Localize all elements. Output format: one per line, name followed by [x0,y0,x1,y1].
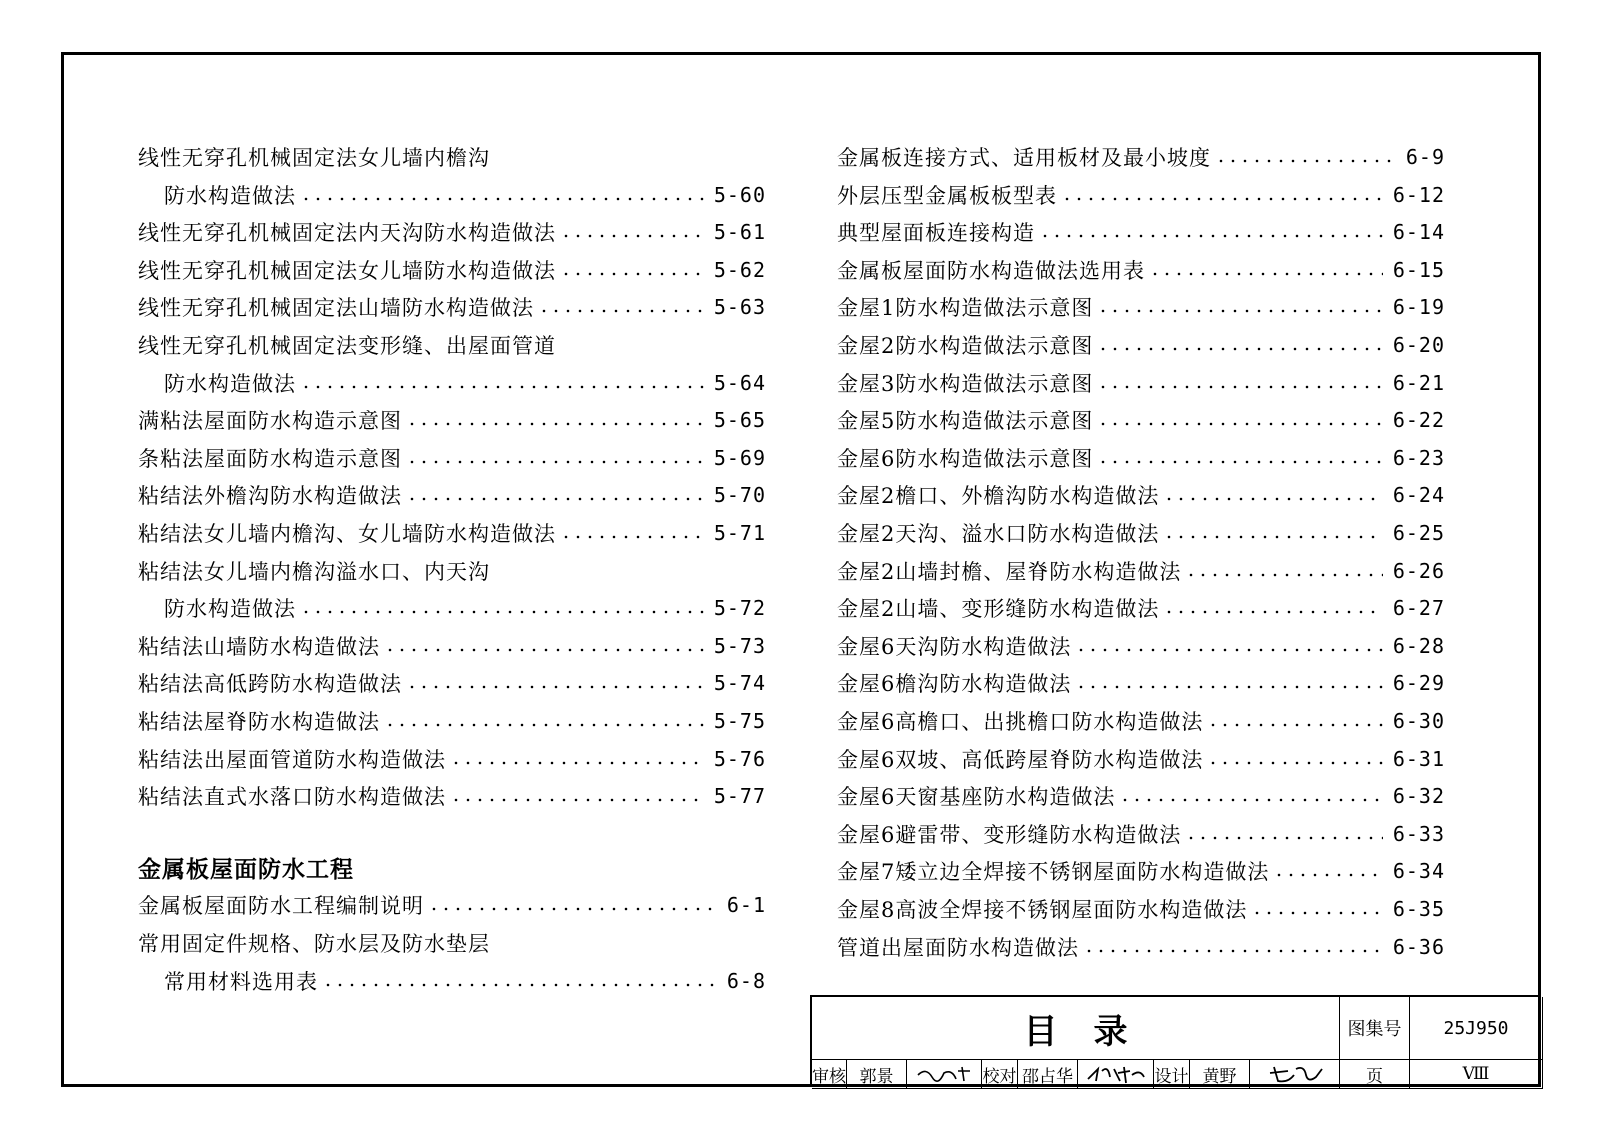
toc-entry [138,176,766,214]
dot-leader [560,234,704,238]
toc-entry-title: 常用材料选用表 [164,969,318,994]
toc-entry [138,251,766,289]
dot-leader [1097,460,1382,464]
toc-entry [138,924,766,962]
toc-entry-title: 常用固定件规格、防水层及防水垫层 [138,932,490,956]
toc-entry [138,514,766,552]
toc-entry-page: 5-75 [713,709,766,733]
toc-entry [138,439,766,477]
toc-entry [138,213,766,251]
toc-entry-page: 6-24 [1392,483,1445,508]
toc-entry [837,740,1445,778]
toc-entry-page: 6-26 [1392,558,1445,583]
toc-entry-title: 粘结法女儿墙内檐沟溢水口、内天沟 [138,559,490,584]
toc-entry-title: 粘结法屋脊防水构造做法 [138,710,380,734]
page-number: Ⅷ [1410,1060,1543,1089]
dot-leader [560,272,704,276]
dot-leader [384,648,704,652]
dot-leader [1119,798,1382,802]
toc-entry-page: 5-77 [713,784,766,809]
toc-entry-page: 5-64 [713,370,766,395]
toc-entry-title: 防水构造做法 [164,183,296,208]
toc-entry-title: 条粘法屋面防水构造示意图 [138,446,402,471]
toc-entry-page: 6-12 [1392,182,1445,207]
toc-entry-title: 金属板连接方式、适用板材及最小坡度 [837,146,1211,170]
dot-leader [1163,535,1382,539]
toc-entry-title: 粘结法出屋面管道防水构造做法 [138,747,446,772]
toc-entry-title: 金屋6天沟防水构造做法 [837,634,1072,659]
toc-entry-page: 5-73 [713,633,766,658]
check-label: 校对 [982,1060,1018,1089]
dot-leader [1097,422,1382,426]
toc-entry-title: 金属板屋面防水构造做法选用表 [837,258,1145,283]
toc-entry-page: 5-71 [713,521,766,545]
design-label: 设计 [1154,1060,1190,1089]
dot-leader [1083,949,1383,953]
toc-entry [837,213,1445,251]
dot-leader [384,723,704,727]
toc-entry-page: 6-34 [1392,859,1445,884]
toc-entry-title: 线性无穿孔机械固定法女儿墙防水构造做法 [138,258,556,283]
dot-leader [1273,873,1382,877]
toc-entry-page: 6-8 [726,968,766,993]
toc-entry-page: 6-19 [1392,295,1445,320]
toc-entry [837,401,1445,439]
toc-entry-title: 线性无穿孔机械固定法女儿墙内檐沟 [138,146,490,170]
toc-entry [837,627,1445,665]
toc-entry-title: 典型屋面板连接构造 [837,221,1035,246]
toc-entry-title: 满粘法屋面防水构造示意图 [138,409,402,434]
toc-entry-page: 6-23 [1392,445,1445,470]
toc-entry-page: 5-74 [713,671,766,696]
toc-entry [837,702,1445,740]
toc-entry [837,514,1445,552]
toc-entry-page: 6-35 [1392,897,1445,921]
dot-leader [1163,497,1382,501]
toc-entry [837,251,1445,289]
toc-entry-title: 金屋6防水构造做法示意图 [837,446,1094,471]
toc-entry [138,702,766,740]
reviewer-signature [907,1060,982,1089]
toc-entry-page: 5-62 [713,257,766,282]
toc-entry-title: 粘结法高低跨防水构造做法 [138,672,402,697]
dot-leader [1207,723,1382,727]
toc-entry [138,288,766,326]
toc-entry-title: 防水构造做法 [164,597,296,622]
reviewer-name: 郭景 [847,1060,907,1089]
dot-leader [1207,761,1382,765]
dot-leader [406,460,704,464]
toc-entry [138,589,766,627]
dot-leader [1097,385,1382,389]
dot-leader [406,685,704,689]
toc-entry-page: 6-25 [1392,521,1445,545]
toc-entry-page: 6-30 [1392,709,1445,733]
toc-entry [837,439,1445,477]
toc-entry-title: 金屋3防水构造做法示意图 [837,371,1094,396]
dot-leader [450,761,704,765]
toc-entry [837,138,1445,176]
dot-leader [538,309,704,313]
toc-entry-title: 线性无穿孔机械固定法内天沟防水构造做法 [138,221,556,246]
dot-leader [1185,836,1382,840]
toc-entry-page: 6-31 [1392,746,1445,771]
toc-entry-page: 5-61 [713,220,766,245]
toc-entry [837,890,1445,928]
toc-entry [138,740,766,778]
dot-leader [406,497,704,501]
toc-entry-title: 粘结法直式水落口防水构造做法 [138,785,446,810]
toc-entry-page: 6-32 [1392,784,1445,809]
toc-entry-page: 5-63 [713,295,766,320]
toc-entry-title: 线性无穿孔机械固定法变形缝、出屋面管道 [138,334,556,358]
toc-entry [138,962,766,1000]
toc-entry-page: 5-72 [713,596,766,621]
toc-entry-page: 6-14 [1392,220,1445,245]
toc-entry-page: 6-29 [1392,671,1445,696]
dot-leader [1075,648,1382,652]
dot-leader [1149,272,1383,276]
dot-leader [1215,159,1396,163]
toc-entry [837,364,1445,402]
toc-entry-title: 粘结法山墙防水构造做法 [138,634,380,659]
toc-entry-page: 6-21 [1392,370,1445,395]
toc-entry [837,288,1445,326]
title-block [810,995,1541,1087]
toc-entry-title: 金屋2檐口、外檐沟防水构造做法 [837,484,1160,509]
toc-entry-title: 金屋6避雷带、变形缝防水构造做法 [837,822,1182,847]
toc-entry-page: 6-33 [1392,821,1445,846]
toc-entry [138,777,766,815]
toc-entry-page: 6-36 [1392,934,1445,959]
checker-signature [1078,1060,1154,1089]
designer-signature [1250,1060,1340,1089]
dot-leader [300,197,704,201]
review-label: 审核 [812,1060,847,1089]
checker-name: 邵占华 [1018,1060,1078,1089]
toc-entry-title: 防水构造做法 [164,371,296,396]
toc-entry [837,476,1445,514]
toc-entry-title: 外层压型金属板板型表 [837,183,1057,208]
dot-leader [428,907,717,911]
toc-entry-page: 5-70 [713,483,766,508]
toc-entry-title: 金屋7矮立边全焊接不锈钢屋面防水构造做法 [837,860,1270,885]
dot-leader [406,422,704,426]
toc-entry-title: 金屋5防水构造做法示意图 [837,409,1094,434]
toc-entry-title: 粘结法外檐沟防水构造做法 [138,484,402,509]
dot-leader [300,610,704,614]
dot-leader [1061,197,1383,201]
toc-entry-title: 金屋1防水构造做法示意图 [837,296,1094,321]
toc-entry-title: 金屋6天窗基座防水构造做法 [837,785,1116,810]
toc-entry [837,176,1445,214]
toc-entry [138,326,766,364]
section-heading: 金属板屋面防水工程 [138,857,354,884]
toc-entry [837,589,1445,627]
toc-entry [138,552,766,590]
toc-entry [837,777,1445,815]
toc-entry [837,815,1445,853]
dot-leader [1097,309,1382,313]
toc-entry-page: 6-9 [1405,145,1445,169]
toc-entry-page: 6-22 [1392,408,1445,433]
toc-entry-title: 金屋6高檐口、出挑檐口防水构造做法 [837,710,1204,734]
dot-leader [1185,573,1382,577]
dot-leader [1097,347,1382,351]
toc-entry-page: 6-1 [726,893,766,918]
dot-leader [1251,911,1382,915]
toc-entry-title: 金屋6檐沟防水构造做法 [837,672,1072,697]
atlas-number: 25J950 [1410,997,1543,1060]
toc-entry [138,886,766,924]
dot-leader [300,385,704,389]
toc-entry-page: 6-20 [1392,333,1445,357]
toc-entry [138,476,766,514]
toc-entry-title: 金屋2山墙、变形缝防水构造做法 [837,597,1160,622]
toc-entry-page: 6-28 [1392,633,1445,658]
dot-leader [450,798,704,802]
toc-entry-title: 金属板屋面防水工程编制说明 [138,894,424,919]
toc-entry-title: 金屋2天沟、溢水口防水构造做法 [837,522,1160,546]
toc-entry [837,928,1445,966]
toc-entry [837,552,1445,590]
designer-name: 黄野 [1190,1060,1250,1089]
toc-entry [138,401,766,439]
toc-entry-page: 5-69 [713,445,766,470]
toc-entry [138,138,766,176]
page-label: 页 [1340,1060,1410,1089]
toc-entry-title: 线性无穿孔机械固定法山墙防水构造做法 [138,296,534,321]
title-block-title: 目录 [812,997,1340,1060]
dot-leader [560,535,704,539]
toc-entry [138,664,766,702]
toc-entry-page: 5-65 [713,408,766,433]
toc-entry-page: 6-15 [1392,257,1445,282]
toc-entry-title: 粘结法女儿墙内檐沟、女儿墙防水构造做法 [138,522,556,546]
toc-entry [837,852,1445,890]
dot-leader [1163,610,1382,614]
toc-entry-page: 6-27 [1392,596,1445,621]
dot-leader [1039,234,1383,238]
dot-leader [1075,685,1382,689]
toc-entry-page: 5-60 [713,182,766,207]
toc-entry-title: 管道出屋面防水构造做法 [837,935,1079,960]
toc-entry [138,364,766,402]
toc-entry-title: 金屋8高波全焊接不锈钢屋面防水构造做法 [837,898,1248,922]
toc-entry [837,664,1445,702]
dot-leader [322,983,717,987]
toc-entry [837,326,1445,364]
atlas-number-label: 图集号 [1340,997,1410,1060]
toc-entry-page: 5-76 [713,746,766,771]
toc-entry [138,627,766,665]
toc-entry-title: 金屋6双坡、高低跨屋脊防水构造做法 [837,747,1204,772]
toc-entry-title: 金屋2防水构造做法示意图 [837,334,1094,358]
toc-entry-title: 金屋2山墙封檐、屋脊防水构造做法 [837,559,1182,584]
